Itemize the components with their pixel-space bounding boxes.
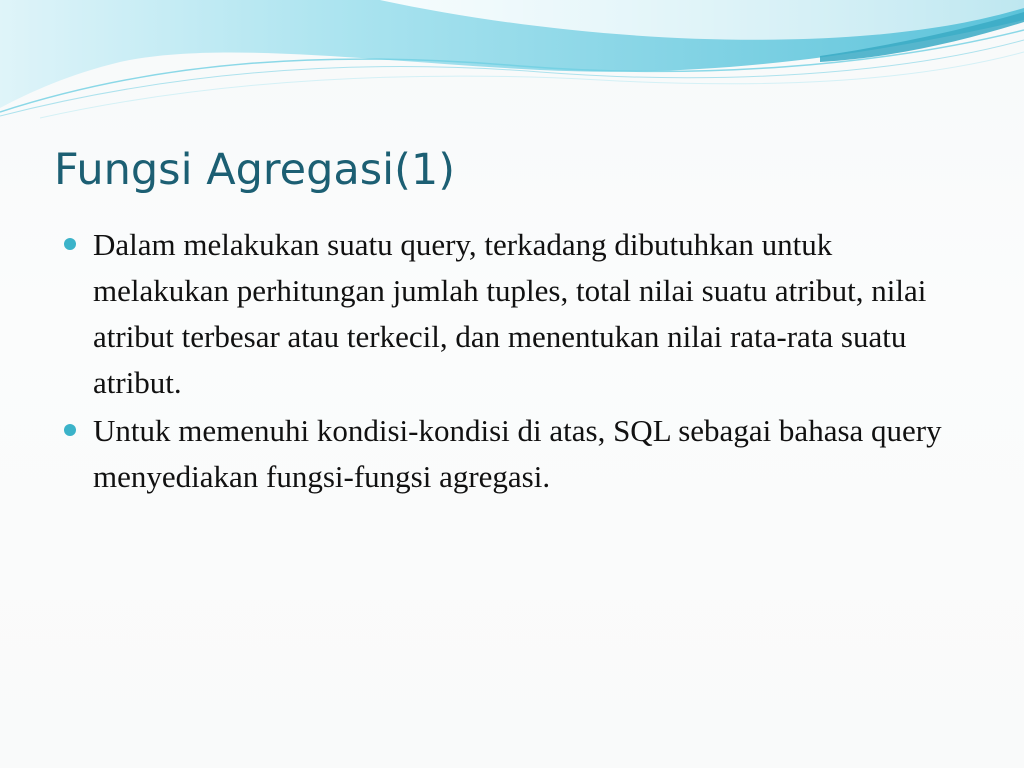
slide-title: Fungsi Agregasi(1) <box>54 145 456 195</box>
bullet-list <box>64 222 964 502</box>
header-wave-decoration <box>0 0 1024 120</box>
bullet-text: Untuk memenuhi kondisi-kondisi di atas, SQL sebagai bahasa query menyediakan fungsi-fungsi agregasi. <box>93 413 942 494</box>
bullet-item <box>64 222 964 406</box>
bullet-dot-icon <box>64 238 76 250</box>
bullet-dot-icon <box>64 424 76 436</box>
bullet-text: Dalam melakukan suatu query, terkadang dibutuhkan untuk melakukan perhitungan jumlah tuples, total nilai suatu atribut, nilai atribut terbesar atau terkecil, dan menentukan nilai rata-rata suatu atribut. <box>93 227 927 400</box>
bullet-item <box>64 408 964 500</box>
